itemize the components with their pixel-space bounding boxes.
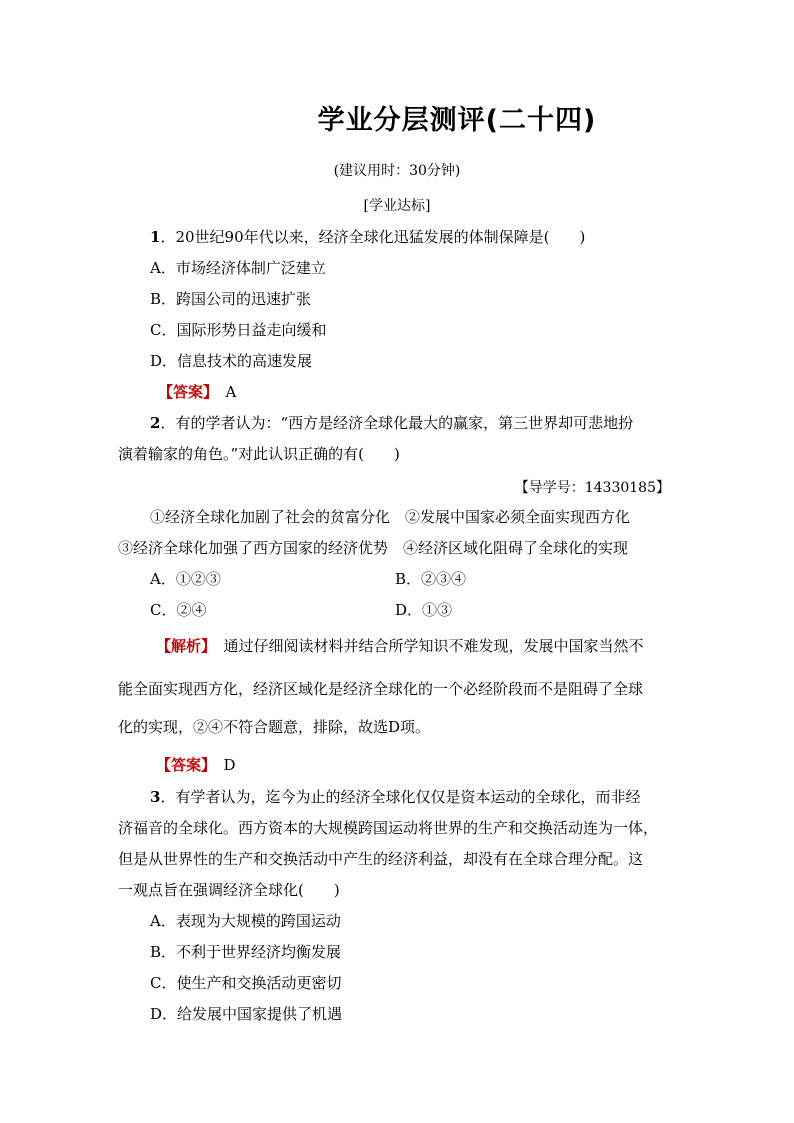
- answer-tag: 【答案】: [156, 756, 209, 774]
- question-2-analysis-line2: 能全面实现西方化，经济区域化是经济全球化的一个必经阶段而不是阻碍了全球: [118, 680, 644, 698]
- question-3-stem-line2: 济福音的全球化。西方资本的大规模跨国运动将世界的生产和交换活动连为一体，: [118, 819, 659, 837]
- answer-tag: 【答案】: [158, 383, 211, 401]
- section-label: [学业达标]: [363, 198, 431, 214]
- question-3-option-d: D．给发展中国家提供了机遇: [150, 1005, 343, 1023]
- question-2-items-line2: ③经济全球化加强了西方国家的经济优势 ④经济区域化阻碍了全球化的实现: [118, 539, 629, 557]
- question-1-option-a: A．市场经济体制广泛建立: [150, 259, 326, 277]
- question-3-option-c: C．使生产和交换活动更密切: [150, 974, 342, 992]
- question-2-option-d: D．①③: [395, 601, 453, 619]
- question-2-number: 2: [150, 414, 161, 432]
- question-2-stem-line2: 演着输家的角色。”对此认识正确的有( ): [118, 445, 400, 463]
- question-3-stem-line1: 3．有学者认为，迄今为止的经济全球化仅仅是资本运动的全球化，而非经: [150, 788, 641, 806]
- page-title: 学业分层测评(二十四): [317, 105, 597, 136]
- question-1-number: 1: [150, 228, 161, 246]
- question-3-stem-line4: 一观点旨在强调经济全球化( ): [118, 881, 340, 899]
- question-1-answer: 【答案】 A: [158, 383, 237, 401]
- question-1-option-c: C．国际形势日益走向缓和: [150, 321, 327, 339]
- question-2-option-b: B．②③④: [395, 570, 467, 588]
- question-2-analysis-line3: 化的实现，②④不符合题意，排除，故选D项。: [118, 718, 431, 736]
- question-1-option-b: B．跨国公司的迅速扩张: [150, 290, 312, 308]
- question-2-option-c: C．②④: [150, 601, 207, 619]
- question-2-answer: 【答案】 D: [156, 756, 236, 774]
- question-2-option-a: A．①②③: [150, 570, 221, 588]
- question-3-number: 3: [150, 788, 161, 806]
- question-3-option-b: B．不利于世界经济均衡发展: [150, 943, 342, 961]
- question-2-stem-line1: 2．有的学者认为：“西方是经济全球化最大的赢家，第三世界却可悲地扮: [150, 414, 634, 432]
- question-2-items-line1: ①经济全球化加剧了社会的贫富分化 ②发展中国家必须全面实现西方化: [150, 508, 631, 526]
- guide-number: 【导学号：14330185】: [514, 480, 670, 496]
- question-2-analysis-line1: 【解析】 通过仔细阅读材料并结合所学知识不难发现，发展中国家当然不: [156, 637, 644, 655]
- question-1-stem: 1．20世纪90年代以来，经济全球化迅猛发展的体制保障是( ): [150, 228, 586, 246]
- analysis-tag: 【解析】: [156, 637, 209, 655]
- question-1-option-d: D．信息技术的高速发展: [150, 352, 313, 370]
- question-3-stem-line3: 但是从世界性的生产和交换活动中产生的经济利益，却没有在全球合理分配。这: [118, 850, 644, 868]
- question-3-option-a: A．表现为大规模的跨国运动: [150, 912, 341, 930]
- time-hint: (建议用时：30分钟): [333, 163, 461, 179]
